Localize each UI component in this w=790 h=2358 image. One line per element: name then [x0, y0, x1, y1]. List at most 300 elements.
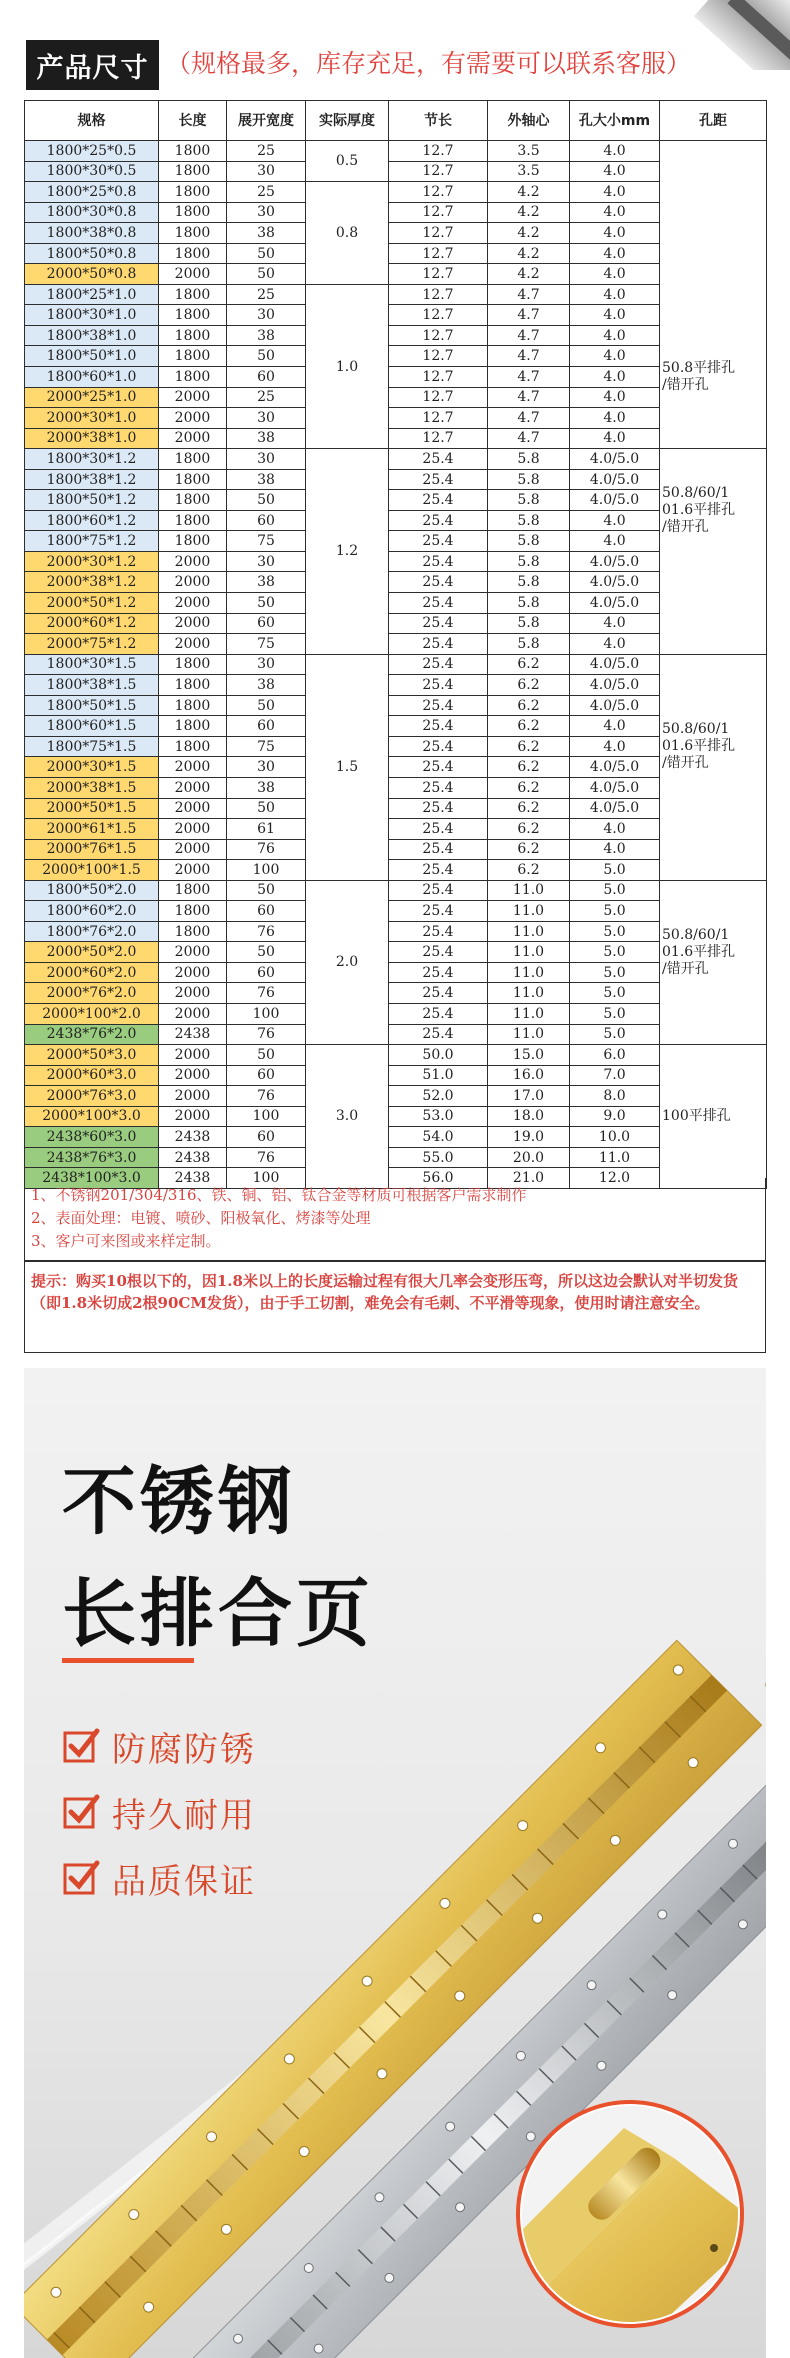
product-banner [24, 1368, 766, 2358]
spec-table-body [25, 141, 767, 1189]
table-row [25, 983, 767, 1004]
cell-pin-diameter: 11.0 [488, 880, 570, 901]
banner-title-line2: 长排合页 [62, 1571, 374, 1657]
table-row [25, 367, 767, 388]
feature-item [62, 1845, 256, 1911]
feature-item [62, 1713, 256, 1779]
cell-spec: 2000*50*2.0 [25, 942, 159, 963]
table-row [25, 695, 767, 716]
table-row [25, 1147, 767, 1168]
cell-knuckle-length: 12.7 [389, 161, 488, 182]
cell-width: 50 [227, 593, 306, 614]
table-row [25, 202, 767, 223]
banner-title-line1: 不锈钢 [62, 1459, 296, 1545]
cell-knuckle-length: 50.0 [389, 1045, 488, 1066]
cell-pin-diameter: 11.0 [488, 983, 570, 1004]
cell-length: 1800 [159, 182, 227, 203]
cell-spec: 2000*30*1.5 [25, 757, 159, 778]
cell-knuckle-length: 25.4 [389, 716, 488, 737]
cell-width: 38 [227, 428, 306, 449]
table-row [25, 901, 767, 922]
cell-length: 2000 [159, 551, 227, 572]
cell-pin-diameter: 15.0 [488, 1045, 570, 1066]
cell-pin-diameter: 6.2 [488, 860, 570, 881]
cell-spec: 1800*38*1.5 [25, 675, 159, 696]
cell-spec: 2438*100*3.0 [25, 1168, 159, 1189]
cell-spec: 1800*60*2.0 [25, 901, 159, 922]
cell-hole-size: 12.0 [570, 1168, 660, 1189]
cell-length: 2000 [159, 839, 227, 860]
cell-pin-diameter: 17.0 [488, 1086, 570, 1107]
cell-spec: 2000*25*1.0 [25, 387, 159, 408]
cell-hole-size: 4.0 [570, 325, 660, 346]
cell-pin-diameter: 5.8 [488, 613, 570, 634]
note-line: 2、表面处理：电镀、喷砂、阳极氧化、烤漆等处理 [31, 1209, 371, 1227]
cell-pin-diameter: 4.2 [488, 264, 570, 285]
cell-width: 30 [227, 408, 306, 429]
cell-pin-diameter: 6.2 [488, 798, 570, 819]
cell-spec: 1800*50*0.8 [25, 243, 159, 264]
cell-length: 2000 [159, 819, 227, 840]
table-row [25, 408, 767, 429]
cell-pin-diameter: 11.0 [488, 921, 570, 942]
table-row [25, 449, 767, 470]
table-row [25, 757, 767, 778]
cell-hole-size: 4.0/5.0 [570, 777, 660, 798]
cell-knuckle-length: 12.7 [389, 243, 488, 264]
cell-width: 60 [227, 962, 306, 983]
cell-hole-spacing [660, 1045, 767, 1189]
col-header-hole-spacing: 孔距 [660, 101, 767, 141]
cell-spec: 2000*100*1.5 [25, 860, 159, 881]
cell-knuckle-length: 12.7 [389, 428, 488, 449]
cell-knuckle-length: 25.4 [389, 798, 488, 819]
cell-hole-size: 7.0 [570, 1065, 660, 1086]
cell-pin-diameter: 11.0 [488, 1003, 570, 1024]
cell-width: 30 [227, 757, 306, 778]
cell-width: 38 [227, 325, 306, 346]
cell-knuckle-length: 52.0 [389, 1086, 488, 1107]
cell-spec: 1800*50*1.0 [25, 346, 159, 367]
cell-pin-diameter: 21.0 [488, 1168, 570, 1189]
cell-hole-size: 4.0 [570, 839, 660, 860]
cell-pin-diameter: 19.0 [488, 1127, 570, 1148]
cell-hole-size: 4.0 [570, 346, 660, 367]
hole-spacing-line: 50.8/60/1 [662, 721, 730, 738]
cell-spec: 1800*38*0.8 [25, 223, 159, 244]
cell-thickness: 3.0 [306, 1045, 389, 1189]
cell-knuckle-length: 12.7 [389, 305, 488, 326]
cell-width: 50 [227, 942, 306, 963]
cell-knuckle-length: 25.4 [389, 1024, 488, 1045]
cell-thickness: 2.0 [306, 880, 389, 1044]
cell-length: 2438 [159, 1168, 227, 1189]
cell-spec: 1800*30*0.8 [25, 202, 159, 223]
cell-hole-size: 5.0 [570, 942, 660, 963]
cell-length: 2000 [159, 798, 227, 819]
cell-hole-size: 5.0 [570, 880, 660, 901]
cell-hole-size: 4.0 [570, 819, 660, 840]
cell-pin-diameter: 4.7 [488, 325, 570, 346]
cell-knuckle-length: 25.4 [389, 510, 488, 531]
table-row [25, 1086, 767, 1107]
feature-label: 品质保证 [112, 1861, 256, 1902]
cell-knuckle-length: 25.4 [389, 613, 488, 634]
cell-width: 60 [227, 613, 306, 634]
table-row [25, 716, 767, 737]
cell-spec: 2000*50*3.0 [25, 1045, 159, 1066]
cell-width: 50 [227, 490, 306, 511]
cell-knuckle-length: 12.7 [389, 182, 488, 203]
table-row [25, 428, 767, 449]
cell-length: 1800 [159, 223, 227, 244]
cell-spec: 2438*76*2.0 [25, 1024, 159, 1045]
cell-hole-size: 5.0 [570, 962, 660, 983]
cell-spec: 2000*100*2.0 [25, 1003, 159, 1024]
table-row [25, 777, 767, 798]
cell-thickness: 0.8 [306, 182, 389, 285]
hole-spacing-line: /错开孔 [662, 518, 709, 535]
table-row [25, 860, 767, 881]
cell-hole-spacing [660, 654, 767, 880]
cell-length: 2000 [159, 1065, 227, 1086]
cell-width: 60 [227, 367, 306, 388]
cell-hole-size: 4.0 [570, 387, 660, 408]
table-row [25, 736, 767, 757]
cell-pin-diameter: 4.2 [488, 182, 570, 203]
cell-pin-diameter: 4.7 [488, 408, 570, 429]
cell-hole-size: 5.0 [570, 901, 660, 922]
cell-spec: 2000*38*1.0 [25, 428, 159, 449]
cell-spec: 2000*76*3.0 [25, 1086, 159, 1107]
table-row [25, 243, 767, 264]
table-row [25, 1065, 767, 1086]
cell-length: 2438 [159, 1147, 227, 1168]
cell-width: 38 [227, 469, 306, 490]
cell-length: 2438 [159, 1127, 227, 1148]
cell-length: 2000 [159, 1086, 227, 1107]
cell-length: 1800 [159, 490, 227, 511]
cell-knuckle-length: 25.4 [389, 531, 488, 552]
cell-length: 2000 [159, 1106, 227, 1127]
table-row [25, 1045, 767, 1066]
table-row [25, 839, 767, 860]
cell-spec: 1800*50*2.0 [25, 880, 159, 901]
cell-spec: 1800*25*0.8 [25, 182, 159, 203]
cell-width: 76 [227, 921, 306, 942]
cell-knuckle-length: 25.4 [389, 469, 488, 490]
note-line: 3、客户可来图或来样定制。 [31, 1232, 221, 1250]
cell-spec: 2000*50*1.5 [25, 798, 159, 819]
cell-hole-size: 4.0 [570, 243, 660, 264]
cell-pin-diameter: 20.0 [488, 1147, 570, 1168]
cell-length: 2438 [159, 1024, 227, 1045]
cell-pin-diameter: 4.2 [488, 223, 570, 244]
table-row [25, 325, 767, 346]
table-row [25, 469, 767, 490]
cell-spec: 1800*75*1.5 [25, 736, 159, 757]
cell-hole-size: 5.0 [570, 1003, 660, 1024]
cell-knuckle-length: 12.7 [389, 346, 488, 367]
cell-pin-diameter: 16.0 [488, 1065, 570, 1086]
cell-width: 30 [227, 202, 306, 223]
cell-length: 2000 [159, 757, 227, 778]
cell-spec: 1800*50*1.5 [25, 695, 159, 716]
feature-label: 防腐防锈 [112, 1729, 256, 1770]
table-row [25, 634, 767, 655]
cell-length: 1800 [159, 880, 227, 901]
cell-pin-diameter: 6.2 [488, 839, 570, 860]
cell-thickness: 0.5 [306, 141, 389, 182]
cell-hole-size: 4.0/5.0 [570, 675, 660, 696]
cell-width: 50 [227, 264, 306, 285]
table-row [25, 1003, 767, 1024]
cell-length: 2000 [159, 942, 227, 963]
cell-knuckle-length: 25.4 [389, 860, 488, 881]
col-header-pin-diameter: 外轴心 [488, 101, 570, 141]
cell-spec: 1800*30*1.0 [25, 305, 159, 326]
cell-width: 76 [227, 839, 306, 860]
cell-width: 38 [227, 777, 306, 798]
cell-pin-diameter: 18.0 [488, 1106, 570, 1127]
cell-spec: 1800*30*1.2 [25, 449, 159, 470]
cell-length: 2000 [159, 572, 227, 593]
cell-knuckle-length: 25.4 [389, 901, 488, 922]
cell-knuckle-length: 25.4 [389, 921, 488, 942]
cell-knuckle-length: 12.7 [389, 387, 488, 408]
cell-width: 50 [227, 243, 306, 264]
cell-hole-size: 4.0/5.0 [570, 551, 660, 572]
cell-pin-diameter: 11.0 [488, 901, 570, 922]
cell-length: 1800 [159, 510, 227, 531]
cell-length: 2000 [159, 613, 227, 634]
hole-spacing-line: 01.6平排孔 [662, 501, 736, 518]
cell-pin-diameter: 4.7 [488, 346, 570, 367]
cell-pin-diameter: 5.8 [488, 593, 570, 614]
cell-pin-diameter: 5.8 [488, 634, 570, 655]
cell-pin-diameter: 6.2 [488, 736, 570, 757]
cell-hole-size: 4.0 [570, 305, 660, 326]
cell-length: 1800 [159, 243, 227, 264]
cell-knuckle-length: 12.7 [389, 264, 488, 285]
cell-hole-size: 4.0 [570, 141, 660, 162]
table-row [25, 305, 767, 326]
cell-width: 30 [227, 654, 306, 675]
cell-pin-diameter: 5.8 [488, 510, 570, 531]
cell-width: 25 [227, 182, 306, 203]
cell-hole-size: 5.0 [570, 921, 660, 942]
cell-spec: 2000*75*1.2 [25, 634, 159, 655]
hole-spacing-line: 50.8/60/1 [662, 484, 730, 501]
cell-pin-diameter: 4.7 [488, 305, 570, 326]
table-row [25, 264, 767, 285]
cell-width: 75 [227, 634, 306, 655]
cell-width: 25 [227, 387, 306, 408]
cell-pin-diameter: 11.0 [488, 942, 570, 963]
cell-hole-size: 6.0 [570, 1045, 660, 1066]
cell-width: 30 [227, 161, 306, 182]
cell-knuckle-length: 12.7 [389, 408, 488, 429]
cell-length: 2000 [159, 387, 227, 408]
cell-hole-size: 4.0 [570, 736, 660, 757]
cell-knuckle-length: 12.7 [389, 223, 488, 244]
cell-width: 38 [227, 223, 306, 244]
cell-length: 1800 [159, 367, 227, 388]
cell-spec: 1800*60*1.5 [25, 716, 159, 737]
cell-hole-size: 4.0/5.0 [570, 449, 660, 470]
cell-spec: 2000*100*3.0 [25, 1106, 159, 1127]
cell-length: 2000 [159, 860, 227, 881]
cell-width: 76 [227, 1086, 306, 1107]
cell-spec: 2000*38*1.2 [25, 572, 159, 593]
cell-width: 50 [227, 346, 306, 367]
cell-knuckle-length: 12.7 [389, 202, 488, 223]
tip-text: 提示：购买10根以下的，因1.8米以上的长度运输过程有很大几率会变形压弯，所以这边会默认对半切发货（即1.8米切成2根90CM发货），由于手工切割，难免会有毛刺、不平滑等现象，使用时请注意安全。 [31, 1272, 738, 1312]
cell-spec: 1800*30*0.5 [25, 161, 159, 182]
cell-width: 60 [227, 1127, 306, 1148]
cell-knuckle-length: 55.0 [389, 1147, 488, 1168]
cell-pin-diameter: 5.8 [488, 490, 570, 511]
cell-length: 2000 [159, 264, 227, 285]
cell-length: 2000 [159, 593, 227, 614]
cell-hole-size: 4.0 [570, 202, 660, 223]
cell-pin-diameter: 4.2 [488, 243, 570, 264]
cell-pin-diameter: 6.2 [488, 777, 570, 798]
table-row [25, 141, 767, 162]
cell-spec: 1800*38*1.2 [25, 469, 159, 490]
cell-knuckle-length: 25.4 [389, 880, 488, 901]
cell-hole-size: 4.0 [570, 367, 660, 388]
cell-length: 1800 [159, 695, 227, 716]
cell-knuckle-length: 12.7 [389, 367, 488, 388]
cell-knuckle-length: 25.4 [389, 983, 488, 1004]
cell-width: 30 [227, 305, 306, 326]
table-row [25, 531, 767, 552]
cell-hole-size: 5.0 [570, 860, 660, 881]
table-row [25, 572, 767, 593]
cell-hole-size: 4.0 [570, 428, 660, 449]
cell-pin-diameter: 4.7 [488, 284, 570, 305]
cell-hole-size: 4.0/5.0 [570, 490, 660, 511]
cell-length: 1800 [159, 469, 227, 490]
cell-hole-spacing [660, 449, 767, 654]
cell-length: 2000 [159, 777, 227, 798]
table-row [25, 1127, 767, 1148]
table-row [25, 346, 767, 367]
cell-spec: 2000*76*1.5 [25, 839, 159, 860]
cell-knuckle-length: 25.4 [389, 593, 488, 614]
cell-pin-diameter: 6.2 [488, 757, 570, 778]
cell-hole-size: 4.0 [570, 613, 660, 634]
cell-length: 2000 [159, 962, 227, 983]
cell-length: 2000 [159, 634, 227, 655]
cell-knuckle-length: 25.4 [389, 839, 488, 860]
cell-knuckle-length: 51.0 [389, 1065, 488, 1086]
cell-spec: 2000*60*3.0 [25, 1065, 159, 1086]
cell-width: 50 [227, 880, 306, 901]
hole-spacing-line: 50.8/60/1 [662, 926, 730, 943]
cell-knuckle-length: 25.4 [389, 572, 488, 593]
cell-width: 60 [227, 716, 306, 737]
cell-pin-diameter: 6.2 [488, 695, 570, 716]
hole-spacing-line: 01.6平排孔 [662, 943, 736, 960]
cell-spec: 2438*60*3.0 [25, 1127, 159, 1148]
cell-pin-diameter: 5.8 [488, 531, 570, 552]
cell-spec: 2000*30*1.2 [25, 551, 159, 572]
cell-knuckle-length: 25.4 [389, 942, 488, 963]
checkbox-check-icon [62, 1859, 100, 1897]
cell-length: 1800 [159, 346, 227, 367]
cell-spec: 1800*30*1.5 [25, 654, 159, 675]
cell-thickness: 1.5 [306, 654, 389, 880]
cell-knuckle-length: 25.4 [389, 1003, 488, 1024]
cell-hole-spacing [660, 141, 767, 449]
table-row [25, 1106, 767, 1127]
cell-pin-diameter: 4.7 [488, 367, 570, 388]
table-row [25, 613, 767, 634]
cell-hole-size: 5.0 [570, 983, 660, 1004]
table-row [25, 819, 767, 840]
cell-spec: 1800*50*1.2 [25, 490, 159, 511]
feature-item [62, 1779, 256, 1845]
table-row [25, 223, 767, 244]
cell-hole-size: 4.0/5.0 [570, 572, 660, 593]
table-row [25, 182, 767, 203]
cell-length: 1800 [159, 141, 227, 162]
table-row [25, 921, 767, 942]
cell-width: 30 [227, 449, 306, 470]
cell-length: 1800 [159, 654, 227, 675]
cell-hole-size: 8.0 [570, 1086, 660, 1107]
cell-hole-size: 4.0/5.0 [570, 695, 660, 716]
cell-pin-diameter: 5.8 [488, 449, 570, 470]
cell-width: 38 [227, 675, 306, 696]
cell-spec: 2000*38*1.5 [25, 777, 159, 798]
cell-hole-size: 4.0/5.0 [570, 593, 660, 614]
cell-length: 2000 [159, 983, 227, 1004]
cell-width: 60 [227, 901, 306, 922]
cell-width: 25 [227, 141, 306, 162]
cell-width: 60 [227, 510, 306, 531]
hole-spacing-line: 50.8平排孔 [662, 359, 736, 376]
cell-pin-diameter: 5.8 [488, 469, 570, 490]
cell-hole-size: 4.0 [570, 716, 660, 737]
cell-spec: 2438*76*3.0 [25, 1147, 159, 1168]
cell-spec: 1800*25*1.0 [25, 284, 159, 305]
cell-width: 60 [227, 1065, 306, 1086]
spec-table [24, 100, 767, 1189]
cell-spec: 2000*60*2.0 [25, 962, 159, 983]
table-row [25, 510, 767, 531]
cell-width: 75 [227, 531, 306, 552]
cell-pin-diameter: 6.2 [488, 819, 570, 840]
table-header-row [25, 101, 767, 141]
cell-hole-size: 4.0/5.0 [570, 798, 660, 819]
hole-spacing-line: /错开孔 [662, 960, 709, 977]
corner-hinge-decoration [680, 0, 790, 70]
cell-hole-spacing [660, 880, 767, 1044]
cell-hole-size: 9.0 [570, 1106, 660, 1127]
cell-knuckle-length: 25.4 [389, 736, 488, 757]
cell-knuckle-length: 54.0 [389, 1127, 488, 1148]
banner-title [62, 1446, 374, 1670]
cell-width: 100 [227, 1168, 306, 1189]
cell-pin-diameter: 6.2 [488, 716, 570, 737]
feature-label: 持久耐用 [112, 1795, 256, 1836]
col-header-hole-size: 孔大小mm [570, 101, 660, 141]
cell-length: 1800 [159, 921, 227, 942]
table-row [25, 962, 767, 983]
